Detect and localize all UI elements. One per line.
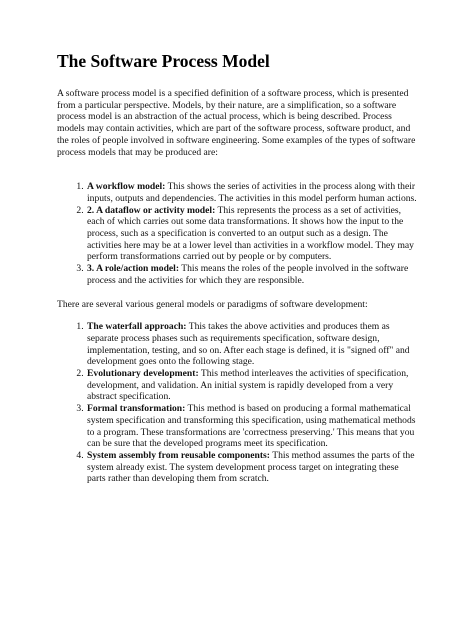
item-term: The waterfall approach: bbox=[87, 321, 187, 333]
item-text: This method assumes the parts of the system already exist. The system development process target on integrating these parts rather than developing them from scratch. bbox=[87, 449, 415, 485]
paradigms-intro-paragraph: There are several various general models or paradigms of software development: bbox=[57, 298, 368, 310]
item-text: This shows the series of activities in the process along with their inputs, outputs and dependencies. The activities in this model perform human actions. bbox=[87, 181, 417, 204]
paradigm-list bbox=[57, 321, 419, 485]
list-item bbox=[86, 181, 419, 204]
list-item bbox=[86, 403, 419, 450]
list-item bbox=[86, 368, 419, 403]
item-text: This method is based on producing a formal mathematical system specification and transforming this specification, using mathematical methods to a program. These transformations are 'correctness preserving.' This means that you can be sure that the developed programs meet its specification. bbox=[87, 403, 416, 450]
item-text: This means the roles of the people involved in the software process and the activities for which they are responsible. bbox=[87, 263, 409, 286]
list-item bbox=[86, 450, 419, 485]
item-term: 3. A role/action model: bbox=[87, 263, 180, 275]
item-term: System assembly from reusable components: bbox=[87, 449, 270, 461]
item-text: This method interleaves the activities of specification, development, and validation. An initial system is rapidly developed from a very abstract specification. bbox=[87, 368, 409, 403]
item-text: This takes the above activities and produces them as separate process phases such as requirements specification, software design, implementation, testing, and so on. After each stage is defined, it is "signed off" and development goes onto the following stage. bbox=[87, 321, 410, 368]
process-model-list bbox=[57, 181, 419, 286]
item-term: A workflow model: bbox=[87, 181, 166, 193]
list-item bbox=[86, 205, 419, 264]
item-term: Evolutionary development: bbox=[87, 368, 199, 380]
item-text: This represents the process as a set of activities, each of which carries out some data transformations. It shows how the input to the process, such as a specification is converted to an output such as a design. The activities here may be at a lower level than activities in a workflow model. They may perform transformations carried out by people or by computers. bbox=[87, 204, 414, 263]
item-term: Formal transformation: bbox=[87, 403, 186, 415]
intro-paragraph: A software process model is a specified definition of a software process, which is presented from a particular perspective. Models, by their nature, are a simplification, so a software process model is an abstraction of the actual process, which is being described. Process models may contain activities, which are part of the software process, software product, and the roles of people involved in software engineering. Some examples of the types of software process models that may be produced are: bbox=[57, 88, 416, 158]
page-title: The Software Process Model bbox=[57, 51, 270, 71]
item-term: 2. A dataflow or activity model: bbox=[87, 204, 216, 216]
document-body bbox=[57, 50, 419, 485]
list-item bbox=[86, 263, 419, 286]
list-item bbox=[86, 321, 419, 368]
